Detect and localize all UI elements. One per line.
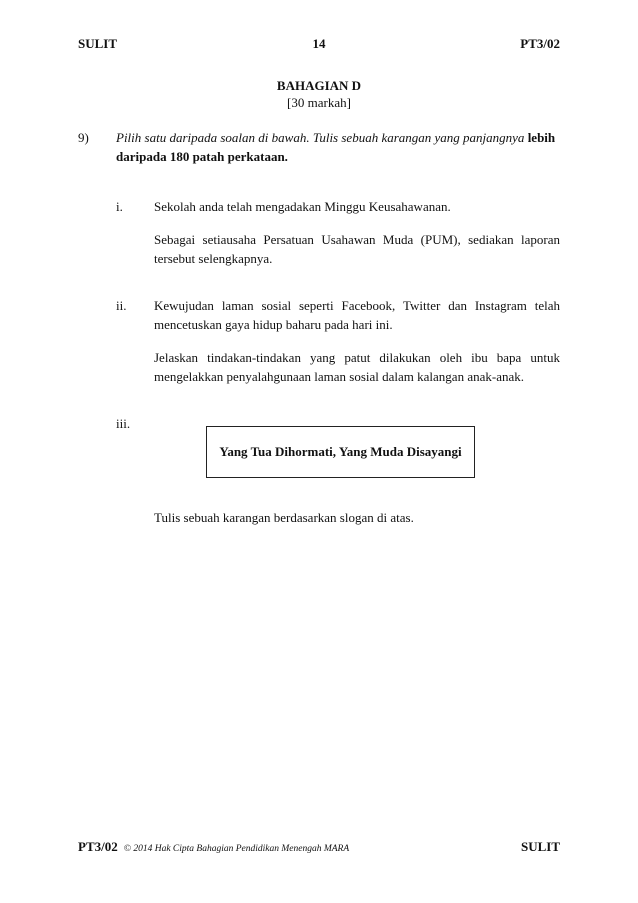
item-label-ii: ii. — [116, 298, 127, 313]
item-iii-text: Tulis sebuah karangan berdasarkan slogan di atas. — [154, 510, 414, 525]
instruction-bold-1: lebih — [527, 130, 556, 145]
page-number: 14 — [312, 36, 326, 51]
item-label-iii: iii. — [116, 416, 131, 431]
item-ii-para2-line2: mengelakkan penyalahgunaan laman sosial dalam kalangan anak-anak. — [154, 369, 524, 384]
instruction-italic: Pilih satu daripada soalan di bawah. Tulis sebuah karangan yang panjangnya — [116, 130, 528, 145]
section-marks: [30 markah] — [287, 95, 351, 110]
footer-code: PT3/02 — [78, 839, 118, 854]
question-instruction — [116, 128, 560, 147]
item-i-para2-line2: tersebut selengkapnya. — [154, 251, 273, 266]
header-sulit: SULIT — [78, 36, 118, 51]
instruction-bold-2: daripada 180 patah perkataan. — [116, 149, 288, 164]
item-label-i: i. — [116, 199, 123, 214]
footer-left — [78, 839, 349, 855]
footer-copyright: © 2014 Hak Cipta Bahagian Pendidikan Menengah MARA — [123, 844, 350, 854]
item-ii-para2-line1: Jelaskan tindakan-tindakan yang patut dilakukan oleh ibu bapa untuk — [154, 350, 560, 365]
header-code: PT3/02 — [520, 36, 560, 51]
slogan-box — [206, 426, 475, 478]
item-i-line1: Sekolah anda telah mengadakan Minggu Keusahawanan. — [154, 199, 451, 214]
footer-sulit: SULIT — [520, 839, 560, 854]
item-ii-para1-line1: Kewujudan laman sosial seperti Facebook, Twitter dan Instagram telah — [154, 298, 560, 313]
question-number: 9) — [78, 130, 89, 145]
section-title: BAHAGIAN D — [276, 78, 362, 93]
item-ii-para1-line2: mencetuskan gaya hidup baharu pada hari ini. — [154, 317, 393, 332]
item-i-para2-line1: Sebagai setiausaha Persatuan Usahawan Muda (PUM), sediakan laporan — [154, 232, 560, 247]
slogan-text: Yang Tua Dihormati, Yang Muda Disayangi — [219, 444, 462, 459]
